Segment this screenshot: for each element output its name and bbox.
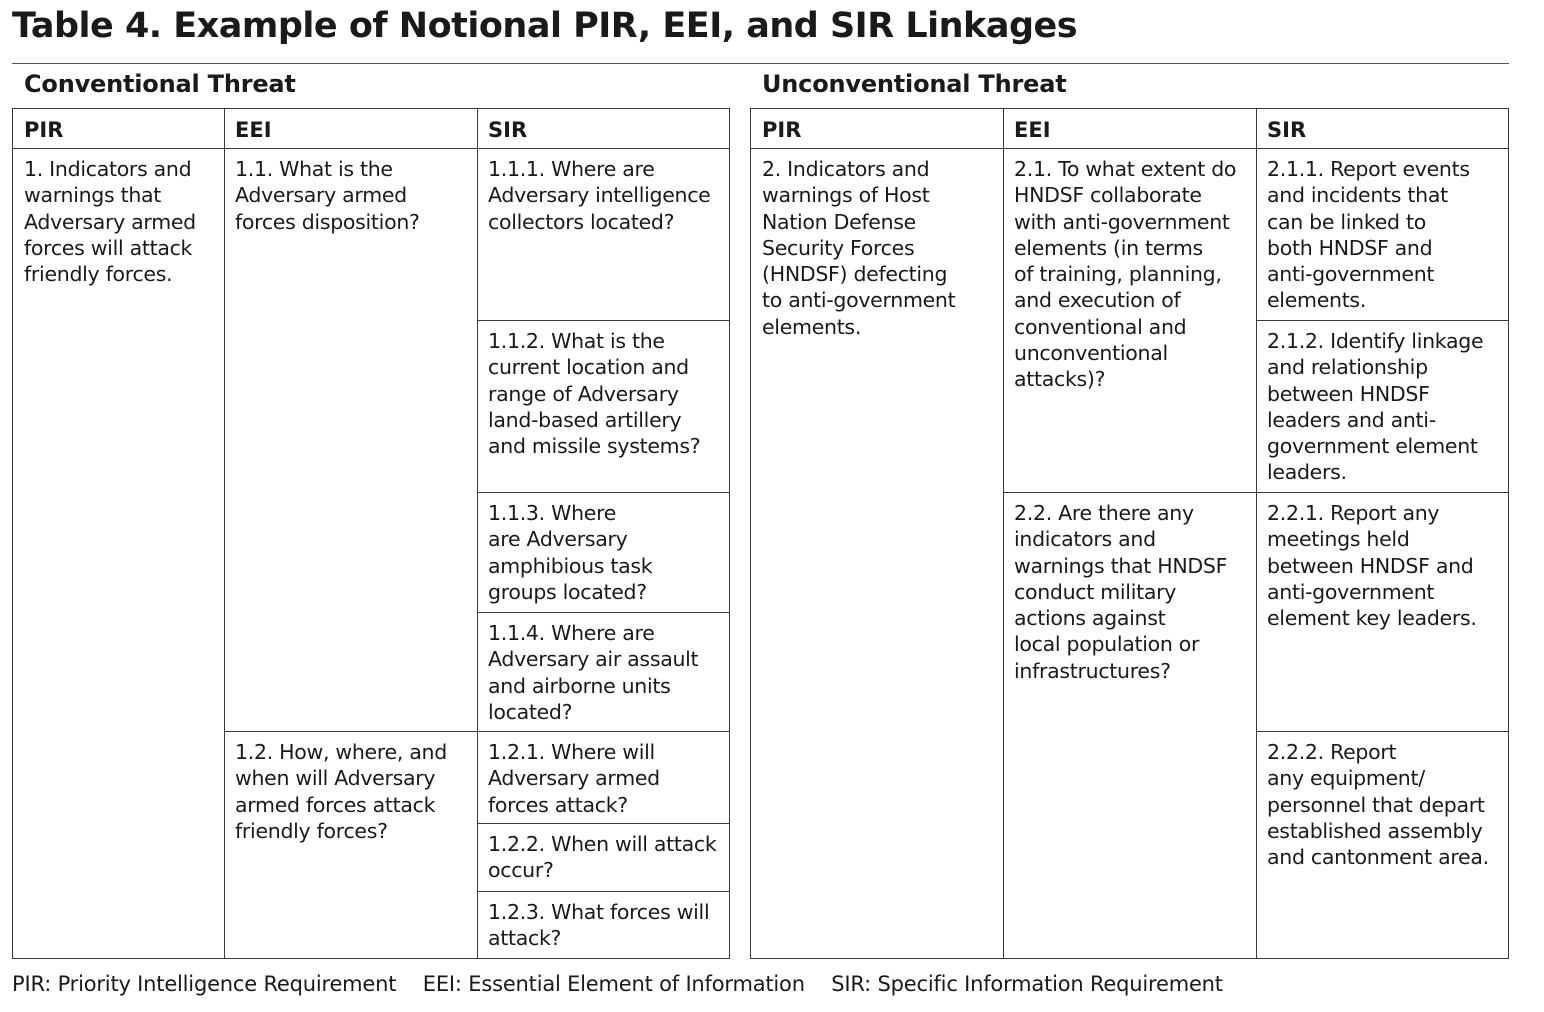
sir-cell: 1.2.2. When will attack occur?: [488, 832, 717, 883]
title-divider: [12, 63, 1509, 64]
legend-abbr: PIR:: [12, 972, 52, 996]
table-title: Table 4. Example of Notional PIR, EEI, and SIR Linkages: [12, 6, 1078, 46]
legend-text: Priority Intelligence Requirement: [57, 972, 397, 996]
sir-cell: 1.1.3. Where are Adversary amphibious task groups located?: [488, 501, 653, 604]
pir-cell: 1. Indicators and warnings that Adversary armed forces will attack friendly forces.: [24, 157, 196, 287]
header-eei: EEI: [235, 118, 272, 142]
sir-cell: 2.2.2. Report any equipment/ personnel that depart established assembly and cantonment area.: [1267, 740, 1489, 870]
eei-cell: 2.2. Are there any indicators and warnings that HNDSF conduct military actions against local population or infrastructures?: [1014, 501, 1228, 683]
eei-cell: 1.1. What is the Adversary armed forces disposition?: [235, 157, 420, 234]
legend-abbr: SIR:: [831, 972, 872, 996]
header-pir: PIR: [762, 118, 802, 142]
conventional-threat-label: Conventional Threat: [24, 70, 296, 98]
unconventional-threat-table: [750, 108, 1509, 959]
sir-cell: 1.1.1. Where are Adversary intelligence collectors located?: [488, 157, 711, 234]
abbreviation-legend: [12, 972, 1243, 996]
sir-cell: 1.2.3. What forces will attack?: [488, 900, 710, 951]
sir-cell: 2.1.1. Report events and incidents that can be linked to both HNDSF and anti-government elements.: [1267, 157, 1470, 313]
header-eei: EEI: [1014, 118, 1051, 142]
legend-item-eei: [423, 972, 805, 996]
conventional-threat-table: [12, 108, 730, 959]
header-pir: PIR: [24, 118, 64, 142]
sir-cell: 2.2.1. Report any meetings held between HNDSF and anti-government element key leaders.: [1267, 501, 1477, 631]
eei-cell: 2.1. To what extent do HNDSF collaborate with anti-government elements (in terms of training, planning, and execution of conventional and unconventional attacks)?: [1014, 157, 1237, 392]
legend-item-sir: [831, 972, 1223, 996]
eei-cell: 1.2. How, where, and when will Adversary armed forces attack friendly forces?: [235, 740, 447, 843]
legend-item-pir: [12, 972, 396, 996]
unconventional-threat-label: Unconventional Threat: [762, 70, 1067, 98]
sir-cell: 1.1.4. Where are Adversary air assault and airborne units located?: [488, 621, 699, 724]
header-sir: SIR: [1267, 118, 1307, 142]
sir-cell: 2.1.2. Identify linkage and relationship between HNDSF leaders and anti- government element leaders.: [1267, 329, 1484, 485]
legend-abbr: EEI:: [422, 972, 462, 996]
legend-text: Specific Information Requirement: [877, 972, 1223, 996]
header-sir: SIR: [488, 118, 528, 142]
legend-text: Essential Element of Information: [468, 972, 805, 996]
sir-cell: 1.2.1. Where will Adversary armed forces attack?: [488, 740, 660, 817]
sir-cell: 1.1.2. What is the current location and range of Adversary land-based artillery and missile systems?: [488, 329, 701, 459]
pir-cell: 2. Indicators and warnings of Host Nation Defense Security Forces (HNDSF) defecting to anti-government elements.: [762, 157, 956, 339]
